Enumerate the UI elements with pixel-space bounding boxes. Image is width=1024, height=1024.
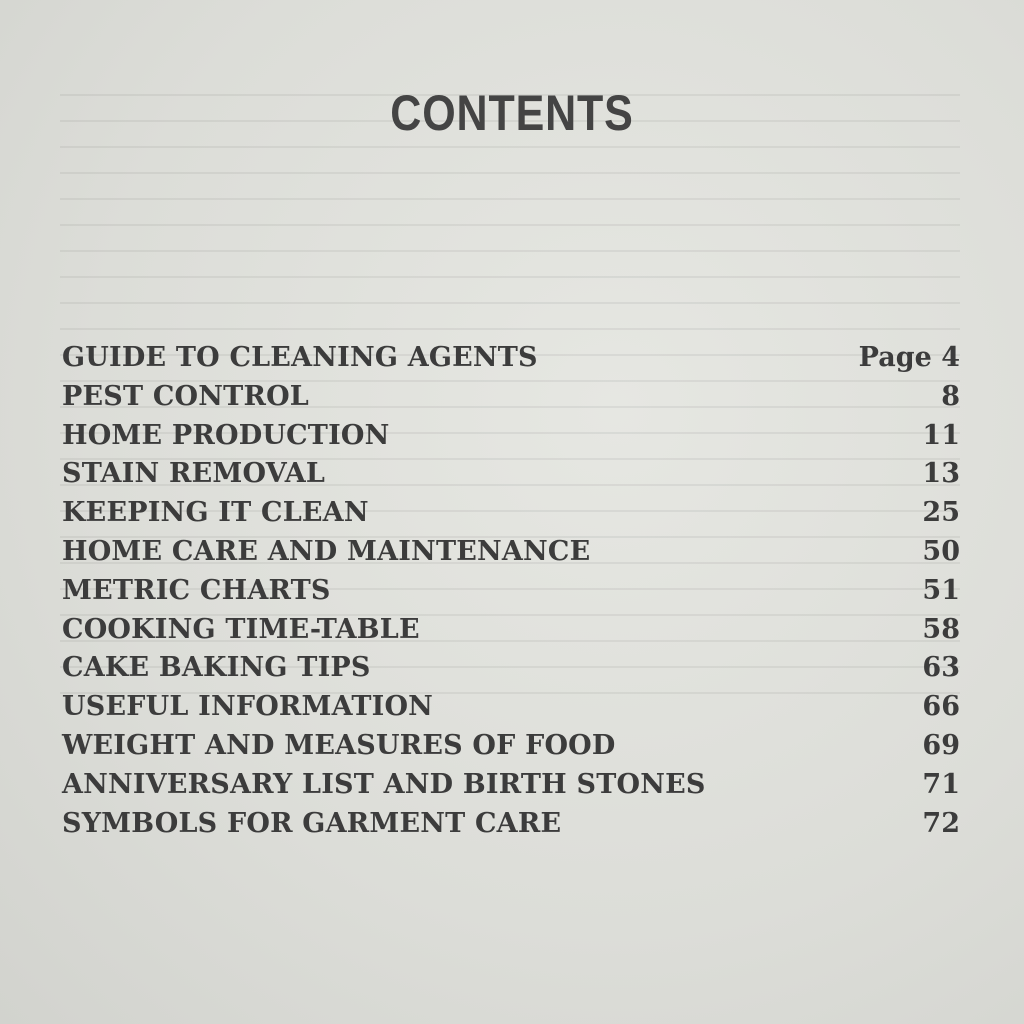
toc-entry (62, 614, 962, 653)
toc-entry (62, 769, 962, 808)
table-of-contents (62, 342, 962, 846)
toc-entry-page: 25 (922, 497, 960, 529)
toc-entry (62, 381, 962, 420)
toc-entry-page: 50 (922, 535, 960, 567)
toc-entry-page: Page 4 (858, 342, 960, 373)
toc-entry (62, 497, 962, 536)
toc-entry-label: USEFUL INFORMATION (62, 691, 434, 723)
toc-entry-label: SYMBOLS FOR GARMENT CARE (62, 807, 562, 839)
toc-entry-page: 72 (922, 807, 960, 839)
toc-entry-page: 58 (922, 613, 960, 645)
toc-entry-label: PEST CONTROL (62, 380, 309, 412)
toc-entry-label: GUIDE TO CLEANING AGENTS (62, 342, 538, 373)
toc-entry (62, 458, 962, 497)
toc-entry-label: HOME PRODUCTION (62, 419, 390, 451)
toc-entry-page: 8 (941, 380, 960, 412)
toc-entry-page: 71 (922, 768, 960, 800)
toc-entry (62, 652, 962, 691)
toc-entry-page: 51 (922, 574, 960, 606)
toc-entry-page: 69 (922, 729, 960, 761)
toc-entry (62, 730, 962, 769)
toc-entry-label: METRIC CHARTS (62, 574, 331, 606)
toc-entry (62, 420, 962, 459)
toc-entry-label: CAKE BAKING TIPS (62, 652, 371, 684)
toc-entry (62, 691, 962, 730)
toc-entry-page: 66 (922, 691, 960, 723)
toc-entry (62, 575, 962, 614)
toc-entry (62, 808, 962, 847)
toc-entry-label: STAIN REMOVAL (62, 458, 326, 490)
toc-entry-label: KEEPING IT CLEAN (62, 497, 369, 529)
page-title: CONTENTS (390, 85, 634, 141)
toc-entry-label: COOKING TIME-TABLE (62, 613, 420, 645)
toc-entry (62, 536, 962, 575)
toc-entry-page: 63 (922, 652, 960, 684)
toc-entry (62, 342, 962, 381)
toc-entry-page: 11 (922, 419, 960, 451)
toc-entry-label: ANNIVERSARY LIST AND BIRTH STONES (62, 768, 706, 800)
toc-entry-label: HOME CARE AND MAINTENANCE (62, 535, 591, 567)
toc-entry-label: WEIGHT AND MEASURES OF FOOD (62, 729, 616, 761)
toc-entry-page: 13 (922, 458, 960, 490)
